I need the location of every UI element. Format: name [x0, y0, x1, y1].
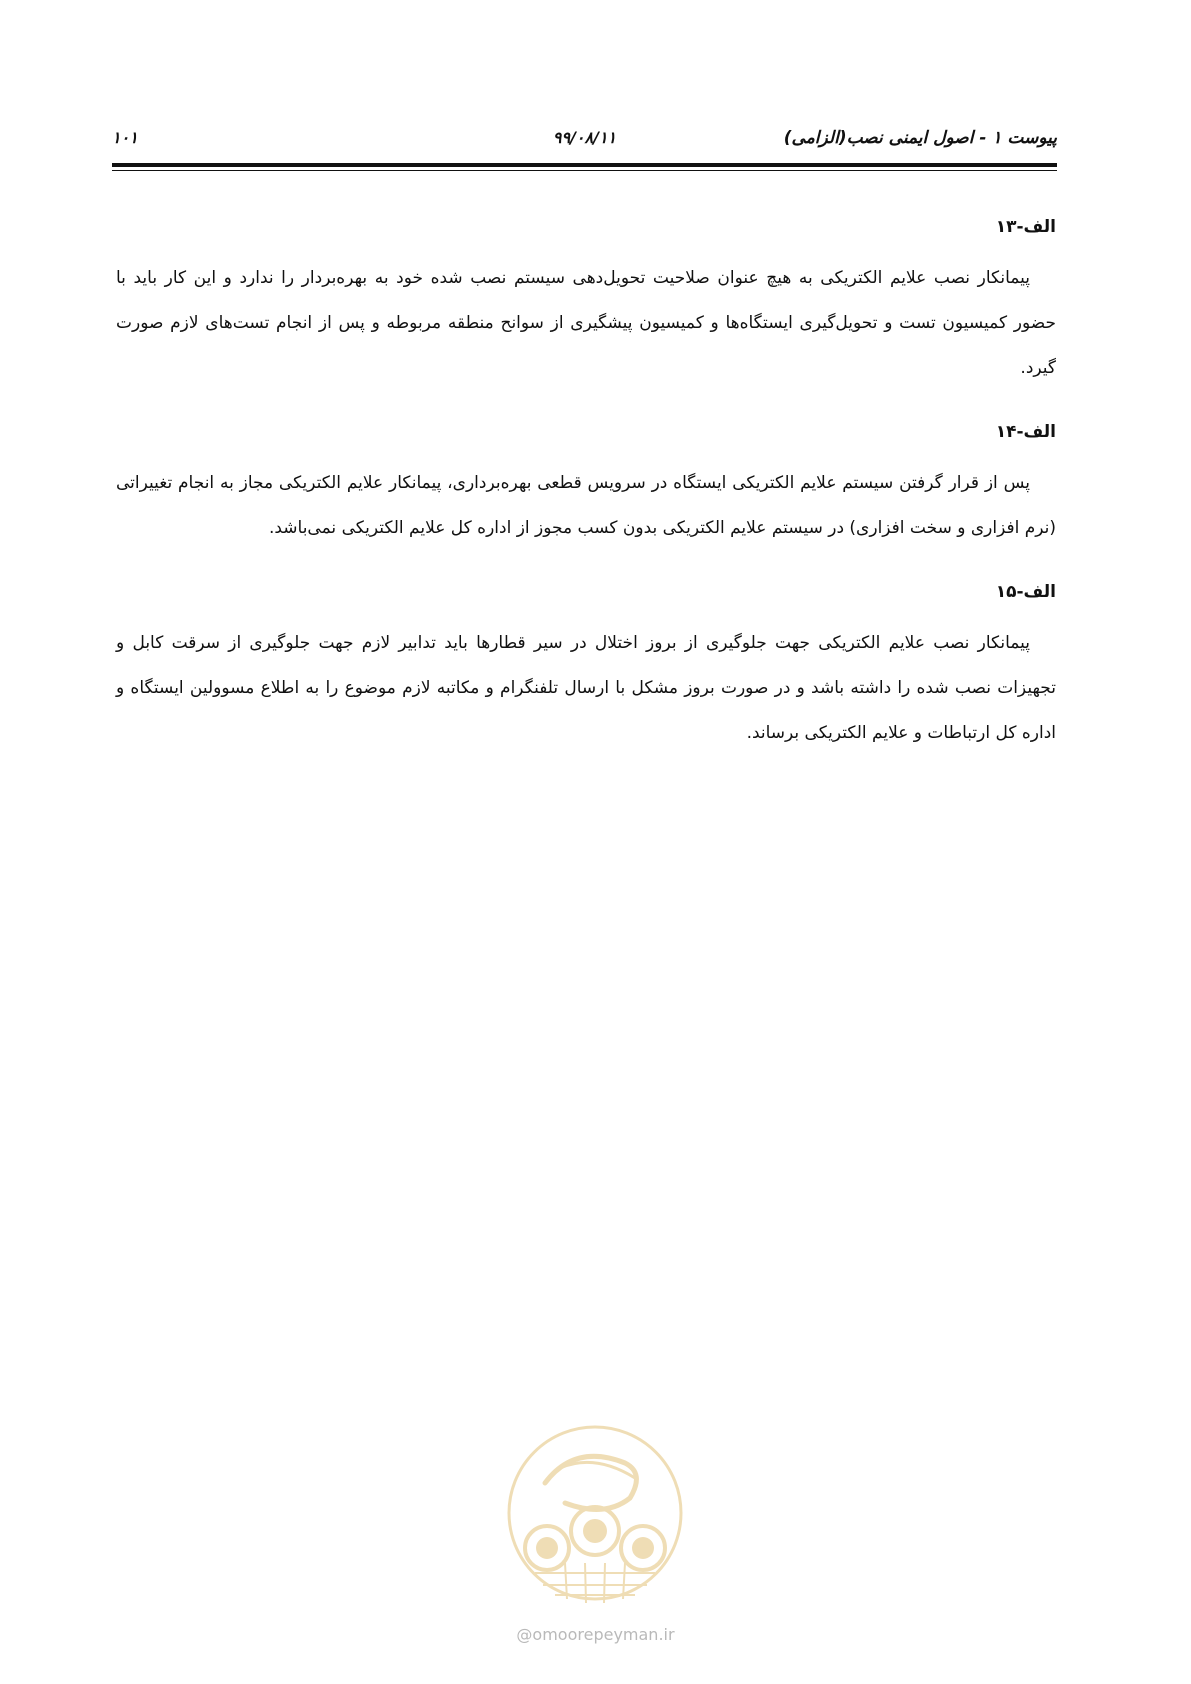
section-paragraph: پیمانکار نصب علایم الکتریکی جهت جلوگیری از بروز اختلال در سیر قطارها باید تدابیر لازم جهت جلوگیری از سرقت کابل و تجهیزات نصب شده را داشته باشد و در صورت بروز مشکل با ارسال تلفنگرام و مکاتبه لازم موضوع را به اطلاع مسوولین ایستگاه و اداره کل ارتباطات و علایم الکتریکی برساند. — [116, 633, 1056, 743]
section-paragraph: پیمانکار نصب علایم الکتریکی به هیچ عنوان صلاحیت تحویل‌دهی سیستم نصب شده خود به بهره‌بردار را ندارد و این کار باید با حضور کمیسیون تست و تحویل‌گیری ایستگاه‌ها و کمیسیون پیشگیری از سوانح منطقه مربوطه و پس از انجام تست‌های لازم صورت گیرد. — [116, 268, 1056, 378]
header-rule-thin — [112, 170, 1057, 171]
header-rule-thick — [112, 163, 1057, 167]
section-title: الف-۱۵ — [995, 582, 1056, 602]
section-a13 — [116, 214, 1056, 391]
header-date: ۹۹/۰۸/۱۱ — [552, 128, 617, 147]
section-a14 — [116, 419, 1056, 551]
watermark-url: @omoorepeyman.ir — [516, 1625, 675, 1644]
page-number: ۱۰۱ — [112, 128, 138, 147]
page-header — [112, 128, 1057, 158]
document-body — [116, 214, 1056, 784]
section-title: الف-۱۳ — [995, 217, 1056, 237]
section-paragraph: پس از قرار گرفتن سیستم علایم الکتریکی ایستگاه در سرویس قطعی بهره‌برداری، پیمانکار علایم الکتریکی مجاز به انجام تغییراتی (نرم افزاری و سخت افزاری) در سیستم علایم الکتریکی بدون کسب مجوز از اداره کل علایم الکتریکی نمی‌باشد. — [116, 473, 1056, 538]
header-title: پیوست ۱ - اصول ایمنی نصب(الزامی) — [783, 128, 1057, 148]
section-title: الف-۱۴ — [995, 422, 1056, 442]
section-a15 — [116, 579, 1056, 756]
watermark-logo-icon — [505, 1423, 685, 1608]
